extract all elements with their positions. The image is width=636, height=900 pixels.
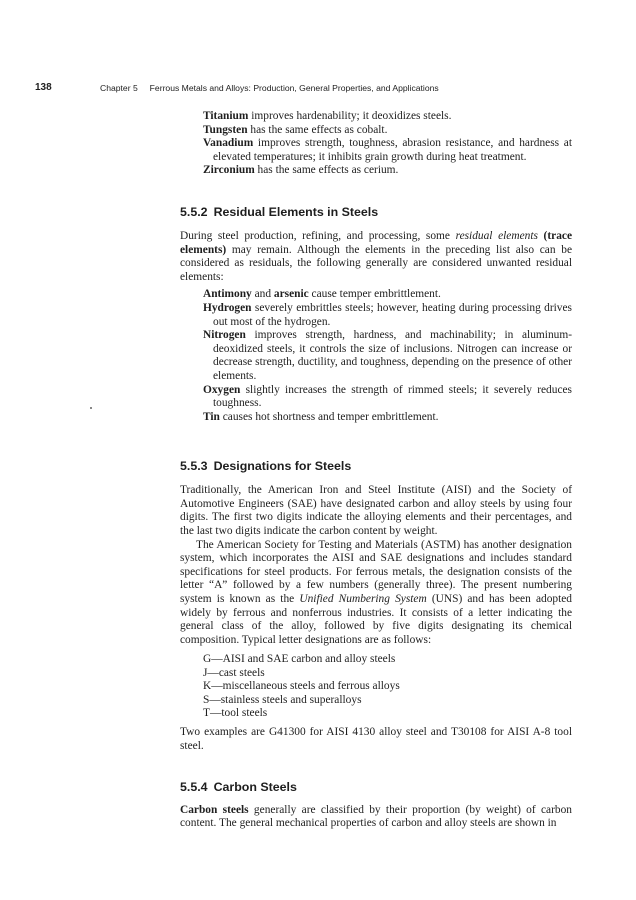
page-body — [180, 110, 572, 831]
list-item: Zirconium has the same effects as cerium. — [203, 164, 399, 177]
page-header — [35, 82, 596, 96]
letter-designation-list — [203, 653, 572, 720]
section-heading-5-5-3: 5.5.3 Designations for Steels — [180, 459, 352, 474]
list-item: S—stainless steels and superalloys — [203, 693, 362, 706]
list-item: Tin causes hot shortness and temper embrittlement. — [203, 410, 439, 423]
section-heading-5-5-4: 5.5.4 Carbon Steels — [180, 779, 297, 794]
list-item: Tungsten has the same effects as cobalt. — [203, 123, 388, 136]
section-heading-5-5-2: 5.5.2 Residual Elements in Steels — [180, 204, 379, 219]
residual-intro-paragraph: During steel production, refining, and processing, some residual elements (trace elements) may remain. Although the elements in the preceding list also can be considered as residuals, the following generally are considered unwanted residual elements: — [180, 229, 572, 283]
list-item: Vanadium improves strength, toughness, abrasion resistance, and hardness at elevated temperatures; it inhibits grain growth during heat treatment. — [203, 137, 572, 163]
designations-paragraph-1: Traditionally, the American Iron and Steel Institute (AISI) and the Society of Automotive Engineers (SAE) have designated carbon and alloy steels by using four digits. The first two digits indicate the alloying elements and their percentages, and the last two digits indicate the carbon content by weight. — [180, 484, 572, 538]
list-item: Antimony and arsenic cause temper embrittlement. — [203, 288, 441, 301]
list-item: Hydrogen severely embrittles steels; however, heating during processing drives out most of the hydrogen. — [203, 301, 572, 328]
designations-paragraph-2: The American Society for Testing and Materials (ASTM) has another designation system, which incorporates the AISI and SAE designations and includes standard specifications for steel products. For ferrous metals, the designation consists of the letter “A” followed by a few numbers (generally three). The present numbering system is known as the Unified Numbering System (UNS) and has been adopted widely by ferrous and nonferrous industries. It consists of a letter indicating the general class of the alloy, followed by five digits designating its chemical composition. Typical letter designations are as follows: — [180, 538, 572, 646]
list-item: Titanium improves hardenability; it deoxidizes steels. — [203, 110, 452, 122]
designations-paragraph-3: Two examples are G41300 for AISI 4130 alloy steel and T30108 for AISI A-8 tool steel. — [180, 726, 572, 753]
list-item: T—tool steels — [203, 707, 268, 720]
carbon-steels-paragraph: Carbon steels generally are classified by their proportion (by weight) of carbon content. The general mechanical properties of carbon and alloy steels are shown in — [180, 803, 572, 830]
alloying-element-list — [180, 110, 572, 178]
list-item: K—miscellaneous steels and ferrous alloys — [203, 680, 400, 693]
running-head: Chapter 5 Ferrous Metals and Alloys: Production, General Properties, and Applications — [100, 83, 439, 93]
list-item: Nitrogen improves strength, hardness, and machinability; in aluminum-deoxidized steels, it controls the size of inclusions. Nitrogen can increase or decrease strength, ductility, and toughness, depending on the presence of other elements. — [203, 329, 572, 382]
scan-speck — [90, 407, 92, 409]
list-item: J—cast steels — [203, 666, 265, 679]
list-item: Oxygen slightly increases the strength of rimmed steels; it severely reduces toughness. — [203, 383, 572, 410]
residual-element-list — [180, 288, 572, 424]
page-number: 138 — [35, 82, 52, 93]
list-item: G—AISI and SAE carbon and alloy steels — [203, 653, 396, 666]
